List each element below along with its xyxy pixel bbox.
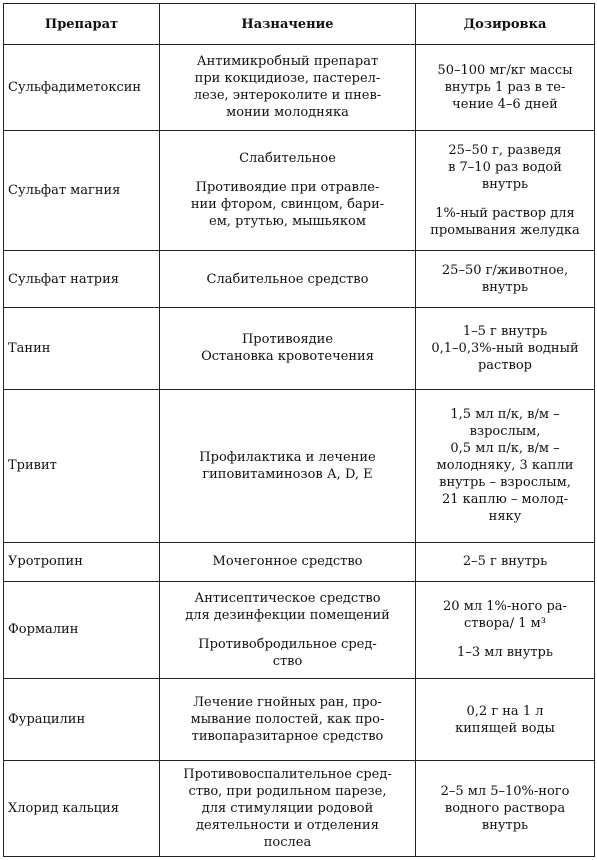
- dose-line: 50–100 мг/кг массы: [437, 62, 573, 78]
- dose-cell: [416, 389, 595, 542]
- purpose-line: мывание полостей, как про-: [190, 712, 385, 728]
- purpose-line: для дезинфекции помещений: [185, 607, 390, 623]
- table-row: [4, 308, 595, 390]
- purpose-cell: [160, 761, 416, 857]
- dose-line: внутрь: [481, 280, 529, 296]
- dose-line: 1,5 мл п/к, в/м –: [450, 407, 560, 423]
- purpose-cell: [160, 130, 416, 250]
- dose-line: 25–50 г/животное,: [441, 263, 569, 279]
- purpose-cell: [160, 542, 416, 581]
- drug-name: Формалин: [4, 581, 160, 679]
- dose-cell: [416, 308, 595, 390]
- purpose-line: при кокцидиозе, пастерел-: [194, 71, 381, 87]
- header-purpose: Назначение: [160, 4, 416, 45]
- drug-name: Уротропин: [4, 542, 160, 581]
- purpose-line: Противоядие при отравле-: [195, 180, 380, 196]
- dose-line: 0,2 г на 1 л: [466, 703, 544, 719]
- purpose-line: Антимикробный препарат: [196, 54, 379, 70]
- dose-line: 25–50 г, разведя: [448, 142, 562, 158]
- purpose-line: тивопаразитарное средство: [191, 729, 384, 745]
- purpose-line: Противовоспалительное сред-: [183, 767, 392, 783]
- purpose-line: Остановка кровотечения: [201, 349, 374, 365]
- purpose-line: деятельности и отделения: [196, 818, 379, 834]
- dose-line: внутрь: [481, 176, 529, 192]
- dose-line: 2–5 г внутрь: [462, 554, 548, 570]
- dose-line: водного раствора: [444, 801, 566, 817]
- dose-line: 1%-ный раствор для: [435, 205, 575, 221]
- purpose-line: послеа: [263, 835, 312, 851]
- dose-cell: [416, 761, 595, 857]
- dose-line: 1–3 мл внутрь: [457, 645, 553, 661]
- dose-line: в 7–10 раз водой: [448, 159, 562, 175]
- paragraph-gap: [164, 167, 411, 179]
- purpose-line: нии фтором, свинцом, бари-: [190, 197, 385, 213]
- purpose-cell: [160, 389, 416, 542]
- purpose-cell: [160, 251, 416, 308]
- dose-line: внутрь – взрослым,: [439, 475, 571, 491]
- dose-cell: [416, 581, 595, 679]
- drug-name: Сульфат магния: [4, 130, 160, 250]
- dose-cell: [416, 542, 595, 581]
- purpose-line: лезе, энтероколите и пнев-: [193, 88, 382, 104]
- purpose-line: гиповитаминозов А, D, Е: [202, 466, 373, 482]
- purpose-line: Антисептическое средство: [194, 590, 381, 606]
- dose-line: молодняку, 3 капли: [436, 458, 574, 474]
- header-drug: Препарат: [4, 4, 160, 45]
- header-row: [4, 4, 595, 45]
- purpose-line: ем, ртутью, мышьяком: [209, 214, 366, 230]
- dose-cell: [416, 130, 595, 250]
- dose-cell: [416, 679, 595, 761]
- table-row: [4, 679, 595, 761]
- purpose-line: монии молодняка: [226, 105, 349, 121]
- table-row: [4, 389, 595, 542]
- table-row: [4, 542, 595, 581]
- drug-name: Хлорид кальция: [4, 761, 160, 857]
- dose-line: няку: [488, 509, 522, 525]
- table-row: [4, 130, 595, 250]
- dose-line: 1–5 г внутрь: [462, 323, 548, 339]
- dose-line: кипящей воды: [455, 720, 555, 736]
- dose-line: 20 мл 1%-ного ра-: [443, 599, 567, 615]
- purpose-line: Профилактика и лечение: [199, 449, 376, 465]
- dose-line: 0,5 мл п/к, в/м –: [450, 441, 560, 457]
- drug-name: Фурацилин: [4, 679, 160, 761]
- drug-name: Танин: [4, 308, 160, 390]
- drug-name: Сульфат натрия: [4, 251, 160, 308]
- purpose-line: Мочегонное средство: [212, 554, 363, 570]
- paragraph-gap: [420, 193, 590, 205]
- dose-line: раствор: [477, 357, 532, 373]
- purpose-line: Противоядие: [241, 332, 334, 348]
- purpose-cell: [160, 679, 416, 761]
- drug-name: Тривит: [4, 389, 160, 542]
- purpose-line: ство: [272, 653, 303, 669]
- table-row: [4, 45, 595, 131]
- purpose-cell: [160, 308, 416, 390]
- dose-line: чение 4–6 дней: [452, 96, 558, 112]
- paragraph-gap: [164, 624, 411, 636]
- purpose-line: Противобродильное сред-: [198, 636, 377, 652]
- purpose-line: для стимуляции родовой: [201, 801, 374, 817]
- dose-line: внутрь: [481, 818, 529, 834]
- dose-line: внутрь 1 раз в те-: [444, 79, 566, 95]
- dose-line: 21 каплю – молод-: [442, 492, 568, 508]
- drug-table: [3, 3, 595, 857]
- purpose-line: Слабительное средство: [206, 271, 369, 287]
- dose-line: взрослым,: [469, 424, 541, 440]
- table-row: [4, 251, 595, 308]
- table-row: [4, 581, 595, 679]
- dose-line: створа/ 1 м³: [464, 616, 546, 632]
- table-row: [4, 761, 595, 857]
- paragraph-gap: [420, 632, 590, 644]
- purpose-line: Лечение гнойных ран, про-: [193, 695, 382, 711]
- dose-cell: [416, 251, 595, 308]
- purpose-line: ство, при родильном парезе,: [188, 784, 387, 800]
- purpose-cell: [160, 45, 416, 131]
- purpose-cell: [160, 581, 416, 679]
- header-dose: Дозировка: [416, 4, 595, 45]
- drug-name: Сульфадиметоксин: [4, 45, 160, 131]
- table-body: [4, 45, 595, 857]
- dose-line: 0,1–0,3%-ный водный: [431, 340, 579, 356]
- dose-line: промывания желудка: [430, 222, 580, 238]
- dose-cell: [416, 45, 595, 131]
- purpose-line: Слабительное: [239, 151, 336, 167]
- dose-line: 2–5 мл 5–10%-ного: [440, 784, 570, 800]
